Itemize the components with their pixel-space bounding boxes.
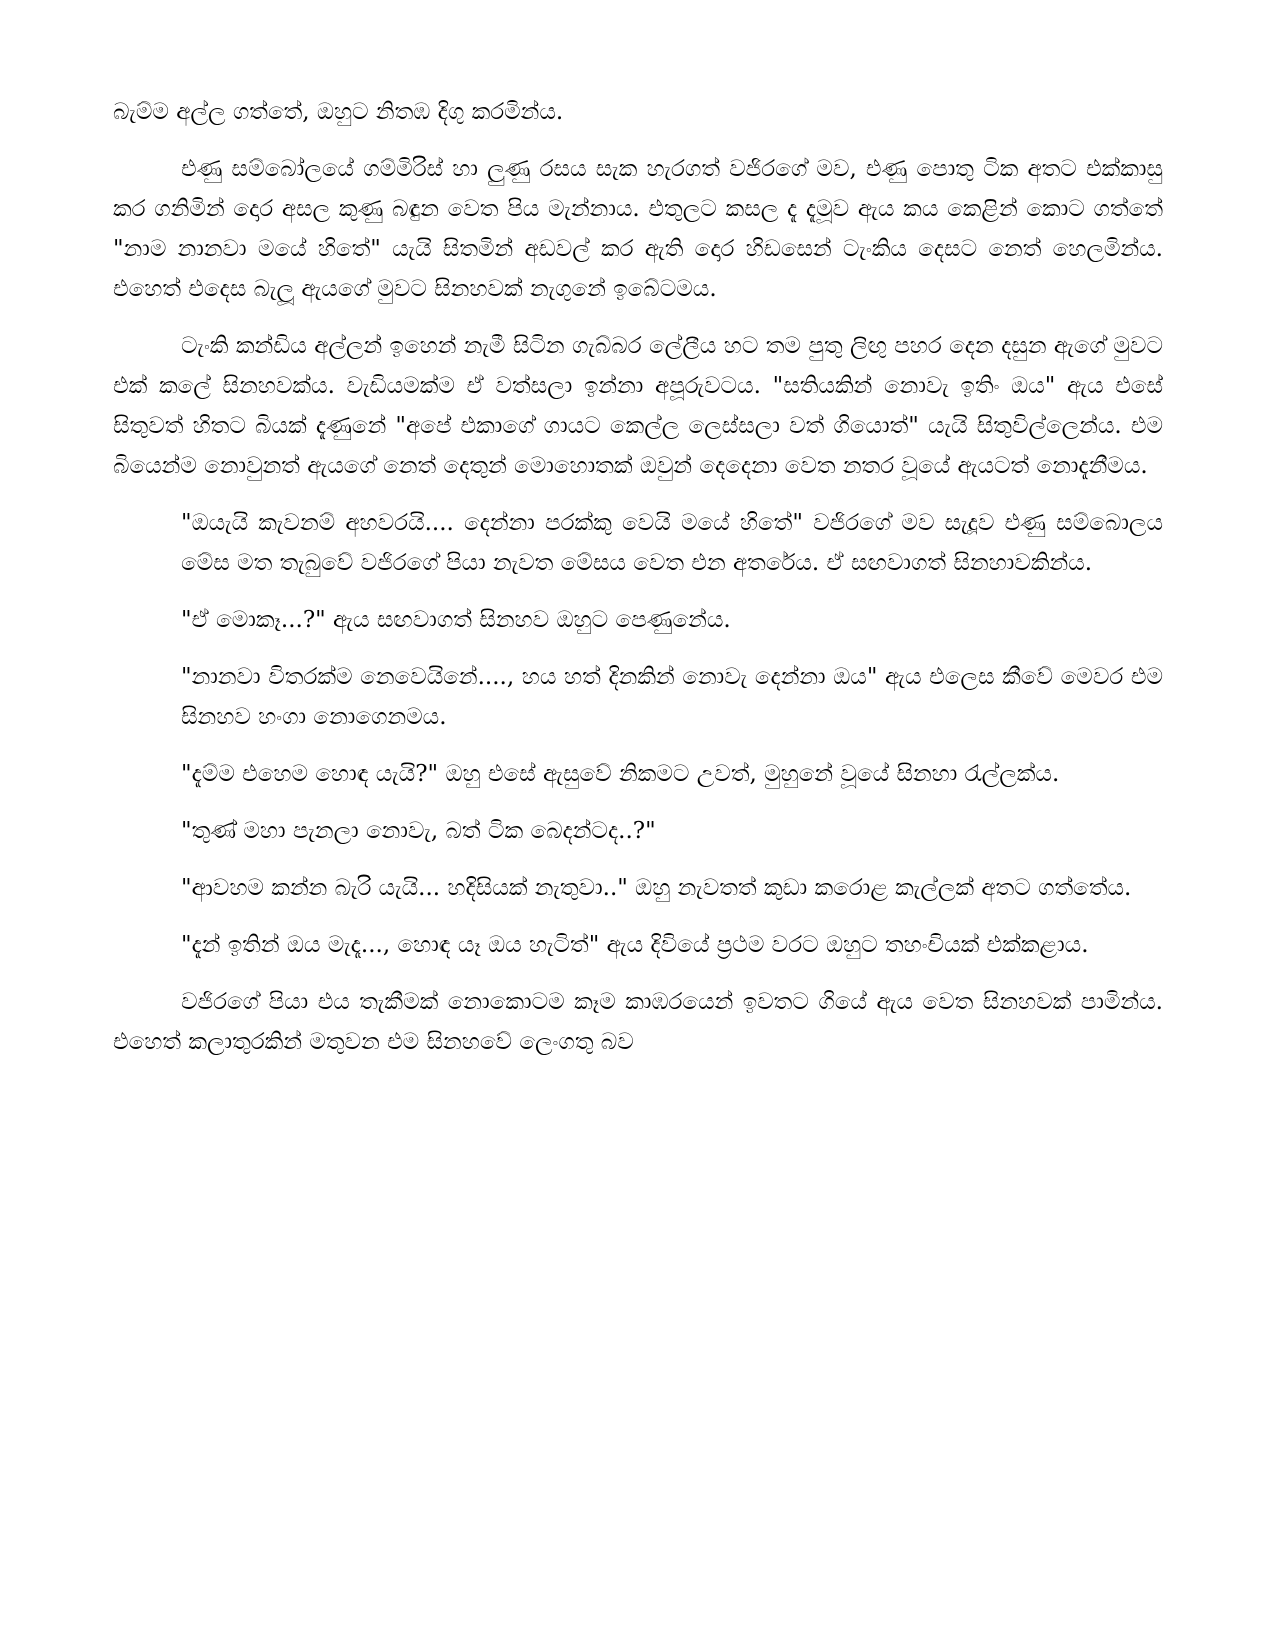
paragraph-2: එණු සම්බෝලයේ ගම්මිරිස් හා ලුණු රසය සැක හැරගත් වජිරගේ මව, එණු පොතු ටික අතට එක්කාසු කර ගනිමින් දොර අසල කුණු බඳුන වෙත පිය මැන්නාය. එතුලට කසල දැ දැමූව ඇය කය කෙළින් කොට ගත්තේ "නාම නානවා මයේ හිතේ" යැයි සිතමින් අඩවල් කර ඇති දොර හිඩසෙන් ටැංකිය දෙසට නෙත් හෙලමින්ය. එහෙත් එදෙස බැලූ ඇයගේ මුවට සිනහවක් නැගුනේ ඉබේටමය. (113, 156, 1163, 302)
dialogue-7: "දැන් ඉතින් ඔය මැදෑ..., හොඳ යෑ ඔය හැටිත්" ඇය දිවියේ ප්‍රථම වරට ඔහුට තහංචියක් එක්කළාය. (181, 932, 1089, 958)
document-page (113, 92, 1163, 1079)
paragraph-1: බැම්ම අල්ල ගත්තේ, ඔහුට නිතඹ දිගු කරමින්ය. (113, 99, 564, 125)
paragraph-final: වජිරගේ පියා එය තැකීමක් නොකොටම කෑම කාඹරයෙන් ඉවතට ගියේ ඇය වෙත සිනහවක් පාමින්ය. එහෙත් කලාතුරකින් මතුවන එම සිනහවේ ලෙංගතු බව (113, 989, 1163, 1055)
dialogue-6: "ආවහම කන්න බැරි යැයි... හදිසියක් නැතුවා.." ඔහු නැවතත් කුඩා කරොළ කැල්ලක් අතට ගත්තේය. (181, 875, 1132, 901)
dialogue-4: "දැම්ම එහෙම හොඳ යැයි?" ඔහු එසේ ඇසුවේ නිකමට උවත්, මුහුනේ වූයේ සිනහා රැල්ලක්ය. (181, 761, 1060, 787)
paragraph-3: ටැංකි කන්ඩිය අල්ලන් ඉහෙන් නැමී සිටින ගැබ්බර ලේලීය හට තම පුතු ලිඟු පහර දෙන දසුන ඇගේ මුවට එක් කලේ සිනහවක්ය. වැඩියමක්ම ඒ වත්සලා ඉන්නා අපූරුවටය. "සතියකින් නොවැ ඉතිං ඔය" ඇය එසේ සිතුවත් හිතට බියක් දැණුනේ "අපේ එකාගේ ගායට කෙල්ල ලෙස්සලා වත් ගියොත්" යැයි සිතුවිල්ලෙන්ය. එම බියෙන්ම නොවුනත් ඇයගේ නෙත් දෙතුන් මොහොතක් ඔවුන් දෙදෙනා වෙත නතර වූයේ ඇයටත් නොදැනීමය. (113, 333, 1163, 479)
dialogue-5: "තුණ් මහා පැනලා නොවැ, බත් ටික බෙදන්ටද..?" (181, 818, 656, 844)
dialogue-1: "ඔයැයි කැවනම් අහවරයි.... දෙන්නා පරක්කු වෙයි මයේ හිතේ" වජිරගේ මව සැදූව එණු සම්බොලය මේස මත තැබුවේ වජිරගේ පියා නැවත මේසය වෙත එන අතරේය. ඒ සඟවාගත් සිනහාවකින්ය. (181, 510, 1163, 576)
dialogue-2: "ඒ මොකෑ...?" ඇය සඟවාගත් සිනහව ඔහුට පෙණුනේය. (181, 607, 731, 633)
dialogue-3: "නානවා විතරක්ම නෙවෙයිනේ...., හය හත් දිනකින් නොවැ දෙන්නා ඔය" ඇය එලෙස කීවේ මෙවර එම සිනහව හංගා නොගෙනමය. (181, 664, 1163, 730)
